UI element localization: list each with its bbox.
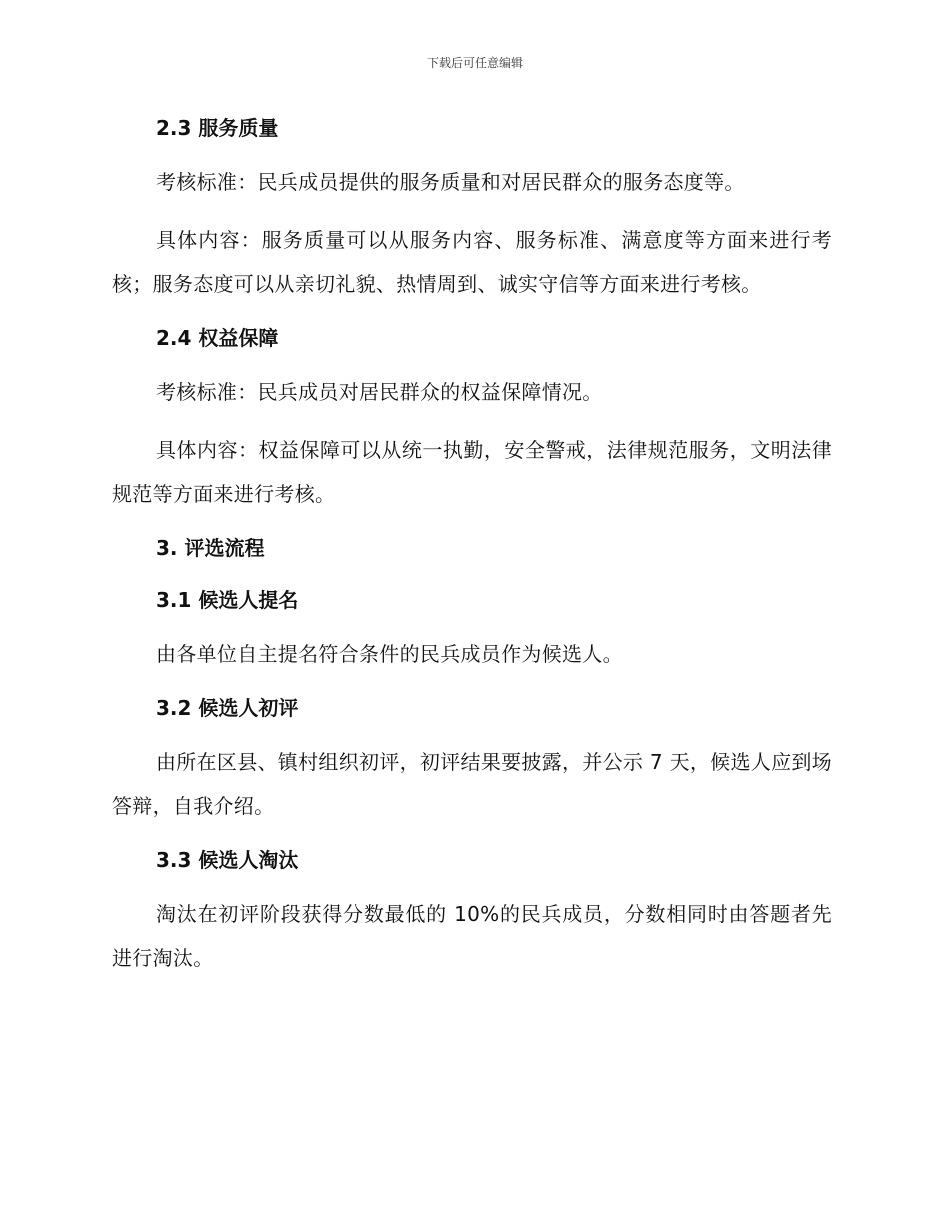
paragraph-3-3-content: 淘汰在初评阶段获得分数最低的 10%的民兵成员，分数相同时由答题者先进行淘汰。: [112, 902, 832, 970]
paragraph-2-4-content: 具体内容：权益保障可以从统一执勤，安全警戒，法律规范服务，文明法律规范等方面来进行考核。: [112, 438, 832, 506]
section-heading-3-2: 3.2 候选人初评: [156, 696, 299, 720]
page-header: 下载后可任意编辑: [426, 56, 523, 70]
paragraph-3-1-content: 由各单位自主提名符合条件的民兵成员作为候选人。: [156, 642, 623, 666]
section-heading-2-4: 2.4 权益保障: [156, 326, 279, 350]
section-heading-3-1: 3.1 候选人提名: [156, 588, 299, 612]
document-body: [112, 108, 832, 980]
paragraph-2-3-standard: 考核标准：民兵成员提供的服务质量和对居民群众的服务态度等。: [156, 170, 745, 194]
paragraph-2-4-standard: 考核标准：民兵成员对居民群众的权益保障情况。: [156, 380, 603, 404]
section-heading-2-3: 2.3 服务质量: [156, 116, 279, 140]
section-heading-3: 3. 评选流程: [156, 536, 265, 560]
paragraph-3-2-content: 由所在区县、镇村组织初评，初评结果要披露，并公示 7 天，候选人应到场答辩，自我介绍。: [112, 750, 832, 818]
paragraph-2-3-content: 具体内容：服务质量可以从服务内容、服务标准、满意度等方面来进行考核；服务态度可以从亲切礼貌、热情周到、诚实守信等方面来进行考核。: [112, 228, 832, 296]
section-heading-3-3: 3.3 候选人淘汰: [156, 848, 299, 872]
